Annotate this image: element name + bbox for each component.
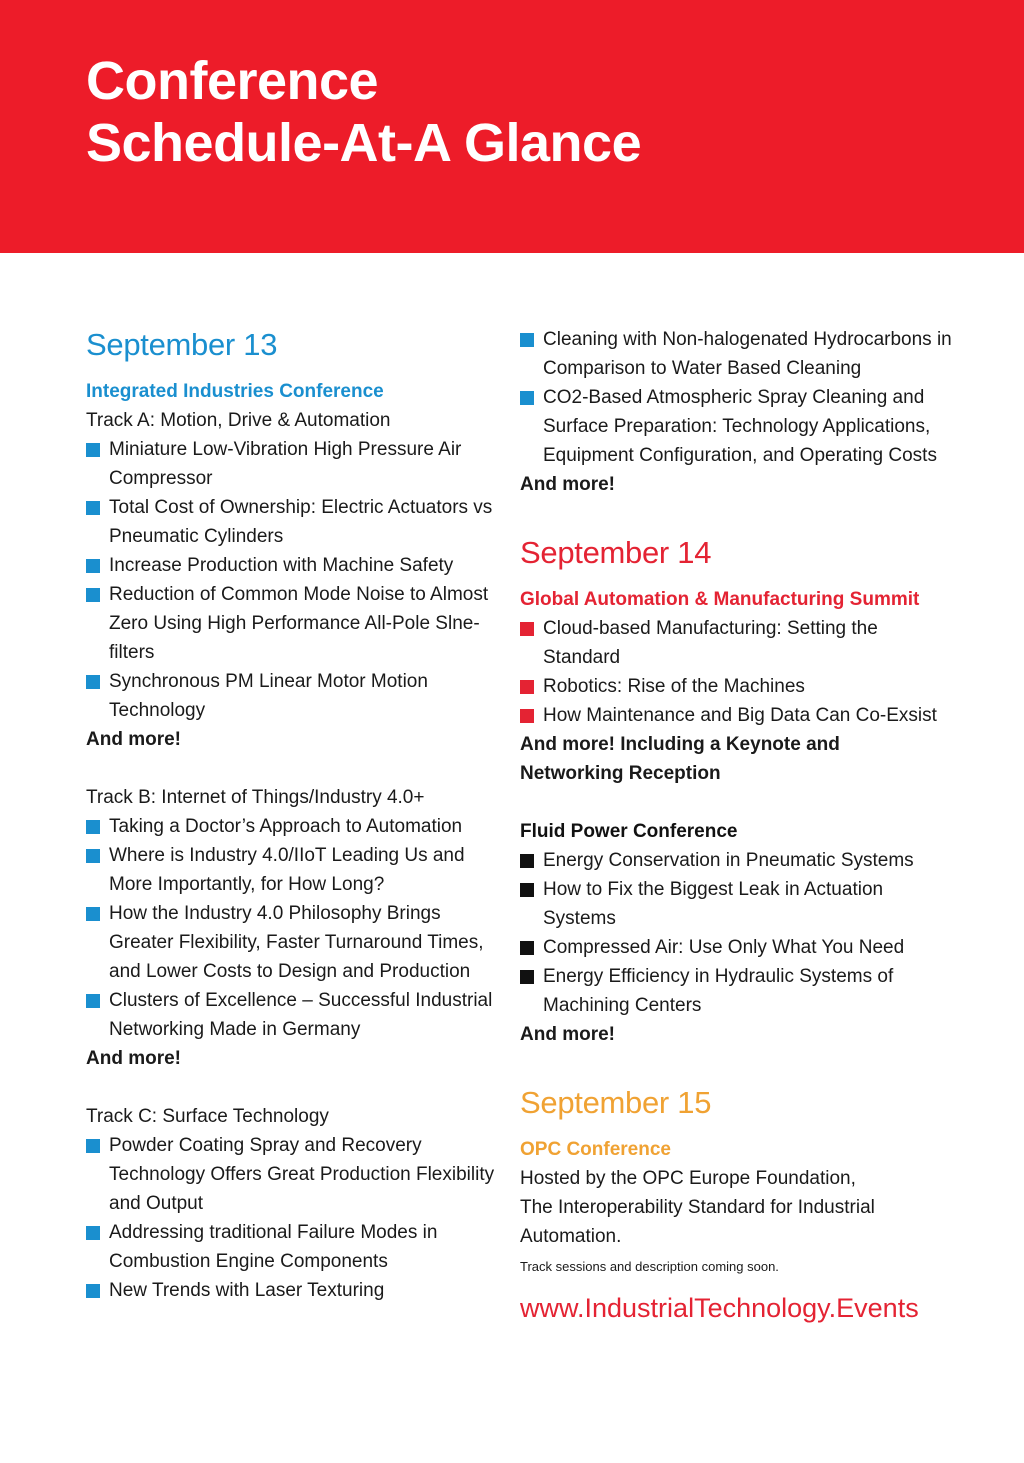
list-item-text: Robotics: Rise of the Machines — [543, 676, 805, 697]
opc-standard-line: The Interoperability Standard for Industrial Automation. — [520, 1197, 875, 1247]
conference-title: Integrated Industries Conference — [86, 381, 384, 402]
list-item-text: Taking a Doctor’s Approach to Automation — [109, 816, 463, 837]
track-b-more: And more! — [86, 1048, 181, 1069]
list-item-text: Clusters of Excellence – Successful Industrial Networking Made in Germany — [109, 990, 493, 1040]
opc-conference-title: OPC Conference — [520, 1139, 671, 1160]
list-item — [86, 667, 506, 725]
square-bullet-icon — [86, 443, 100, 457]
summit-list — [520, 614, 960, 730]
coming-soon-note: Track sessions and description coming soon. — [520, 1259, 779, 1274]
list-item — [86, 551, 506, 580]
list-item — [520, 383, 960, 470]
list-item — [86, 899, 506, 986]
track-c-list — [86, 1131, 506, 1305]
square-bullet-icon — [520, 680, 534, 694]
track-c-list-continued — [520, 325, 960, 470]
square-bullet-icon — [520, 709, 534, 723]
list-item-text: Addressing traditional Failure Modes in Combustion Engine Components — [109, 1222, 438, 1272]
list-item-text: Increase Production with Machine Safety — [109, 555, 454, 576]
list-item — [520, 875, 960, 933]
page-title — [86, 50, 641, 174]
opc-host-line: Hosted by the OPC Europe Foundation, — [520, 1168, 856, 1189]
track-a-list — [86, 435, 506, 725]
list-item — [86, 812, 506, 841]
square-bullet-icon — [86, 1284, 100, 1298]
square-bullet-icon — [520, 941, 534, 955]
page-title-line-2: Schedule-At-A Glance — [86, 113, 642, 173]
track-c-title: Track C: Surface Technology — [86, 1106, 329, 1127]
track-a-more: And more! — [86, 729, 181, 750]
summit-title: Global Automation & Manufacturing Summit — [520, 589, 920, 610]
square-bullet-icon — [520, 970, 534, 984]
track-a-title: Track A: Motion, Drive & Automation — [86, 410, 391, 431]
list-item — [520, 325, 960, 383]
right-column — [520, 325, 960, 1325]
list-item-text: Reduction of Common Mode Noise to Almost Zero Using High Performance All-Pole Slne-filters — [109, 584, 489, 663]
square-bullet-icon — [520, 622, 534, 636]
page-title-line-1: Conference — [86, 51, 379, 111]
square-bullet-icon — [86, 675, 100, 689]
list-item — [520, 933, 960, 962]
track-b-list — [86, 812, 506, 1044]
fluid-power-more: And more! — [520, 1024, 615, 1045]
track-b-title: Track B: Internet of Things/Industry 4.0+ — [86, 787, 425, 808]
list-item — [86, 580, 506, 667]
square-bullet-icon — [86, 907, 100, 921]
list-item — [86, 1276, 506, 1305]
list-item-text: How to Fix the Biggest Leak in Actuation Systems — [543, 879, 884, 929]
website-link[interactable]: www.IndustrialTechnology.Events — [520, 1293, 919, 1323]
square-bullet-icon — [86, 820, 100, 834]
list-item — [86, 841, 506, 899]
list-item — [86, 1131, 506, 1218]
square-bullet-icon — [86, 588, 100, 602]
fluid-power-title: Fluid Power Conference — [520, 821, 738, 842]
list-item — [520, 846, 960, 875]
date-heading-sep13: September 13 — [86, 327, 278, 362]
list-item-text: New Trends with Laser Texturing — [109, 1280, 385, 1301]
track-c-more: And more! — [520, 474, 615, 495]
list-item — [86, 986, 506, 1044]
list-item-text: Miniature Low-Vibration High Pressure Air Compressor — [109, 439, 462, 489]
list-item-text: CO2-Based Atmospheric Spray Cleaning and Surface Preparation: Technology Applications, Equipment Configuration, and Operating Costs — [543, 387, 937, 466]
square-bullet-icon — [520, 883, 534, 897]
list-item — [520, 701, 960, 730]
fluid-power-list — [520, 846, 960, 1020]
square-bullet-icon — [520, 854, 534, 868]
list-item-text: Compressed Air: Use Only What You Need — [543, 937, 905, 958]
list-item-text: Total Cost of Ownership: Electric Actuators vs Pneumatic Cylinders — [109, 497, 493, 547]
square-bullet-icon — [86, 559, 100, 573]
square-bullet-icon — [86, 1139, 100, 1153]
date-heading-sep15: September 15 — [520, 1085, 712, 1120]
list-item — [520, 672, 960, 701]
list-item-text: Energy Efficiency in Hydraulic Systems of Machining Centers — [543, 966, 894, 1016]
square-bullet-icon — [86, 1226, 100, 1240]
square-bullet-icon — [86, 849, 100, 863]
list-item-text: Powder Coating Spray and Recovery Technology Offers Great Production Flexibility and Output — [109, 1135, 495, 1214]
list-item-text: Synchronous PM Linear Motor Motion Technology — [109, 671, 428, 721]
square-bullet-icon — [86, 501, 100, 515]
list-item-text: How the Industry 4.0 Philosophy Brings Greater Flexibility, Faster Turnaround Times, and Lower Costs to Design and Production — [109, 903, 484, 982]
list-item-text: Cleaning with Non-halogenated Hydrocarbons in Comparison to Water Based Cleaning — [543, 329, 952, 379]
list-item — [520, 962, 960, 1020]
list-item-text: How Maintenance and Big Data Can Co-Exsist — [543, 705, 937, 726]
list-item — [86, 435, 506, 493]
square-bullet-icon — [520, 333, 534, 347]
square-bullet-icon — [86, 994, 100, 1008]
header-banner — [0, 0, 1024, 253]
list-item-text: Where is Industry 4.0/IIoT Leading Us and More Importantly, for How Long? — [109, 845, 465, 895]
list-item — [86, 493, 506, 551]
list-item-text: Cloud-based Manufacturing: Setting the Standard — [543, 618, 878, 668]
date-heading-sep14: September 14 — [520, 535, 712, 570]
list-item-text: Energy Conservation in Pneumatic Systems — [543, 850, 914, 871]
list-item — [520, 614, 960, 672]
summit-more: And more! Including a Keynote and Networking Reception — [520, 734, 840, 784]
left-column — [86, 325, 506, 1305]
list-item — [86, 1218, 506, 1276]
square-bullet-icon — [520, 391, 534, 405]
